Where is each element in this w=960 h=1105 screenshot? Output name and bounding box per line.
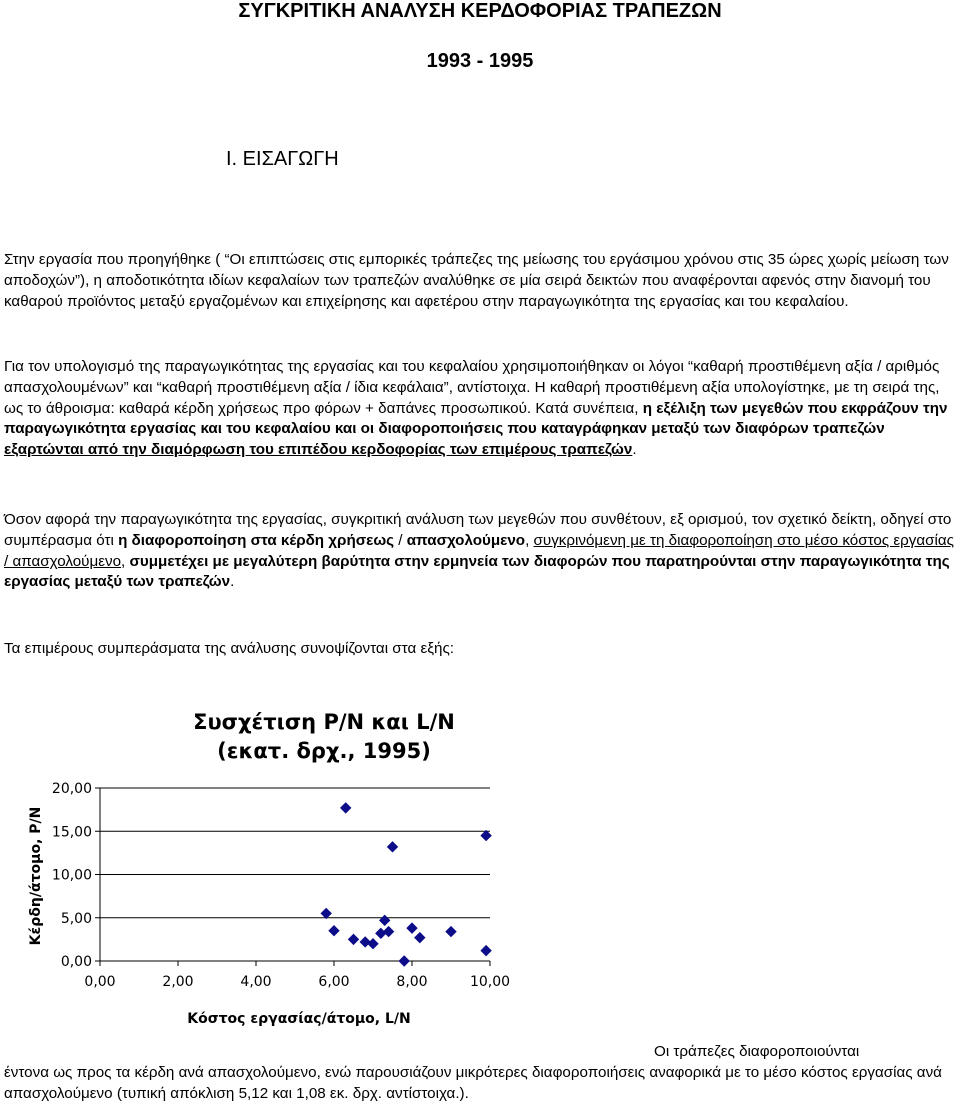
document-years: 1993 - 1995	[426, 50, 534, 72]
p2-bold: η εξέλιξη των μεγεθών που εκφράζουν την παραγωγικότητα εργασίας και του κεφαλαίου και οι διαφοροποιήσεις που καταγράφηκαν μεταξύ των διαφόρων τραπεζών	[4, 399, 948, 438]
paragraph-3	[4, 510, 954, 593]
p3-bold-1: η διαφοροποίηση στα κέρδη χρήσεως	[118, 531, 395, 549]
x-tick-label: 2,00	[162, 974, 194, 990]
y-tick-label: 20,00	[51, 781, 92, 797]
x-tick-label: 10,00	[469, 974, 511, 990]
paragraph-1: Στην εργασία που προηγήθηκε ( “Οι επιπτώσεις στις εμπορικές τράπεζες της μείωσης του εργάσιμου χρόνου στις 35 ώρες χωρίς μείωση των αποδοχών”), η αποδοτικότητα ιδίων κεφαλαίων των τραπεζών αναλύθηκε σε μία σειρά δεικτών που αναφέρονται αφενός στην διανομή του καθαρού προϊόντος μεταξύ εργαζομένων και επιχείρησης και αφετέρου στην παραγωγικότητα της εργασίας και του κεφαλαίου.	[4, 251, 949, 310]
scatter-chart	[4, 700, 524, 1035]
section-heading: Ι. ΕΙΣΑΓΩΓΗ	[226, 148, 339, 170]
p3-bold-2: απασχολούμενο	[406, 531, 526, 549]
x-tick-label: 0,00	[84, 974, 116, 990]
y-axis-label: Κέρδη/άτομο, P/N	[28, 806, 44, 946]
p2-bold-underline: εξαρτώνται από την διαμόρφωση του επιπέδου κερδοφορίας των επιμέρους τραπεζών	[4, 441, 633, 459]
paragraph-5-start: Οι τράπεζες διαφοροποιούνται	[654, 1043, 860, 1060]
y-tick-label: 15,00	[51, 824, 92, 841]
paragraph-2	[4, 357, 954, 461]
y-tick-label: 10,00	[51, 867, 92, 884]
x-tick-label: 8,00	[396, 974, 428, 990]
p3-comma-2: ,	[121, 552, 130, 570]
x-tick-label: 6,00	[318, 974, 350, 990]
chart-title-line-2: (εκατ. δρχ., 1995)	[217, 739, 431, 763]
document-title: ΣΥΓΚΡΙΤΙΚΗ ΑΝΑΛΥΣΗ ΚΕΡΔΟΦΟΡΙΑΣ ΤΡΑΠΕΖΩΝ	[238, 0, 722, 22]
x-axis-label: Κόστος εργασίας/άτομο, L/N	[187, 1011, 411, 1027]
p3-underline: συγκρινόμενη με τη διαφοροποίηση στο μέσο κόστος εργασίας / απασχολούμενο	[4, 531, 954, 570]
p2-text: Για τον υπολογισμό της παραγωγικότητας της εργασίας και του κεφαλαίου χρησιμοποιήθηκαν οι λόγοι “καθαρή προστιθέμενη αξία / αριθμός απασχολουμένων” και “καθαρή προστιθέμενη αξία / ίδια κεφάλαια”, αντίστοιχα. Η καθαρή προστιθέμενη αξία υπολογίστηκε, με τη σειρά της, ως το άθροισμα: καθαρά κέρδη χρήσεως προ φόρων + δαπάνες προσωπικού. Κατά συνέπεια,	[4, 358, 940, 417]
p3-bold-3: συμμετέχει με μεγαλύτερη βαρύτητα στην ερμηνεία των διαφορών που παρατηρούνται στην παραγωγικότητα της εργασίας μεταξύ των τραπεζών	[4, 552, 950, 591]
x-tick-label: 4,00	[240, 974, 272, 990]
y-tick-label: 5,00	[60, 910, 92, 927]
chart-title-line-1: Συσχέτιση P/N και L/N	[193, 710, 455, 734]
p3-end: .	[230, 573, 235, 591]
paragraph-4: Τα επιμέρους συμπεράσματα της ανάλυσης συνοψίζονται στα εξής:	[4, 640, 455, 657]
p2-end: .	[632, 441, 637, 459]
y-tick-label: 0,00	[60, 954, 92, 970]
p3-text: Όσον αφορά την παραγωγικότητα της εργασίας, συγκριτική ανάλυση των μεγεθών που συνθέτουν, εξ ορισμού, τον σχετικό δείκτη, οδηγεί στο συμπέρασμα ότι	[4, 511, 952, 549]
p3-sep: /	[394, 531, 407, 549]
paragraph-5-body: έντονα ως προς τα κέρδη ανά απασχολούμενο, ενώ παρουσιάζουν μικρότερες διαφοροποιήσεις αναφορικά με το μέσο κόστος εργασίας ανά απασχολούμενο (τυπική απόκλιση 5,12 και 1,08 εκ. δρχ. αντίστοιχα.).	[4, 1064, 942, 1102]
p3-comma-1: ,	[525, 531, 534, 549]
